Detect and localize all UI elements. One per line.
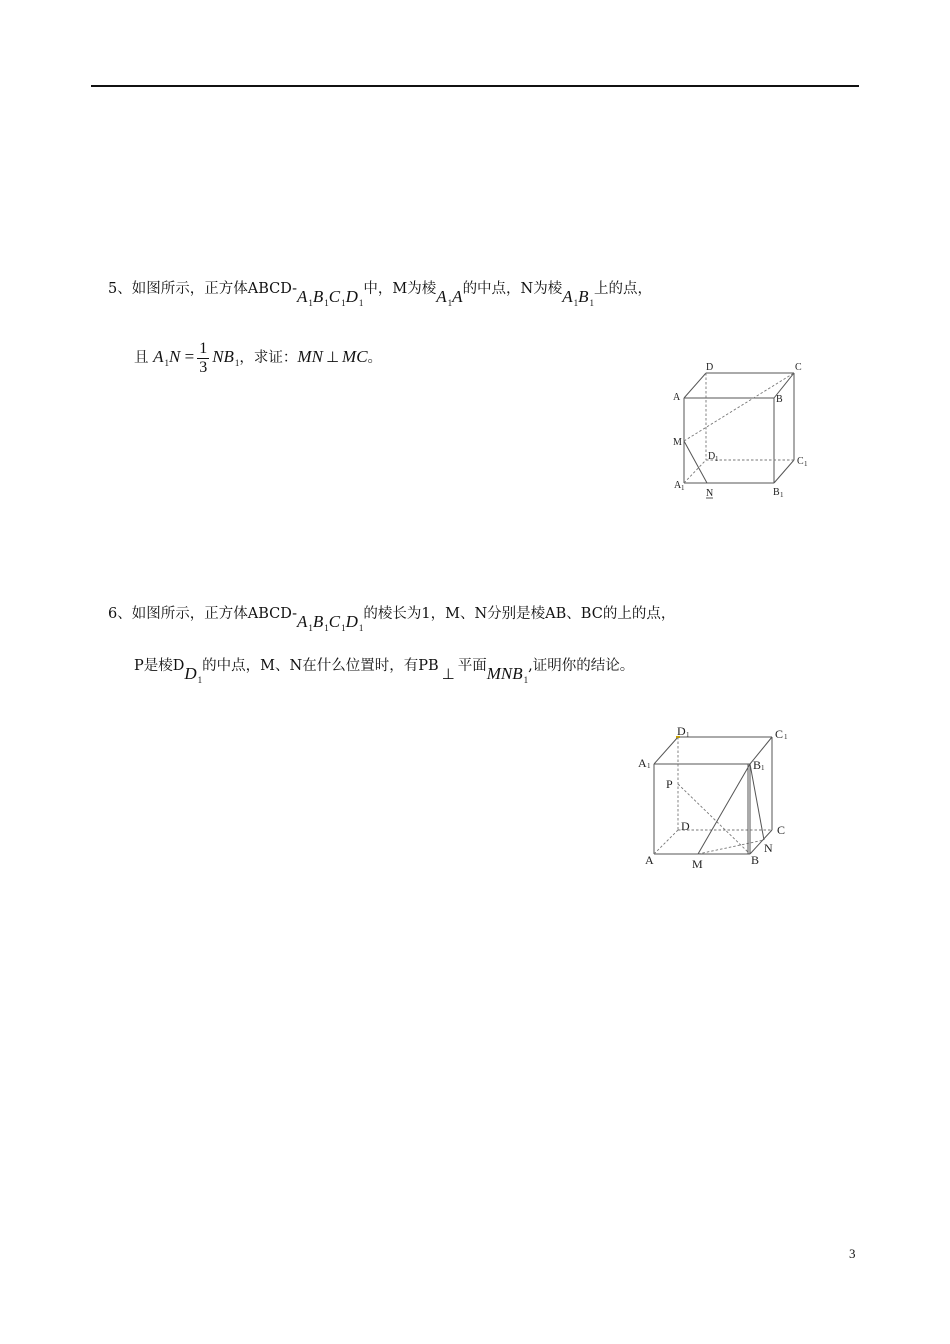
label-d1: D — [708, 451, 716, 462]
svg-text:1: 1 — [647, 762, 651, 770]
svg-text:1: 1 — [804, 460, 808, 468]
edge-ad — [684, 373, 706, 398]
cube-figure-6 — [632, 722, 802, 877]
math-a1b1: $A_1B_1$ — [562, 287, 595, 308]
math-a1a: $A_1A$ — [436, 287, 463, 308]
text: ,证明你的结论。 — [528, 658, 635, 674]
math-a1b1c1d1: $A_1B_1C_1D_1$ — [297, 287, 364, 308]
text: ，求证： — [239, 350, 298, 366]
text: 且 — [134, 350, 149, 366]
label-d: D — [706, 362, 714, 373]
svg-text:1: 1 — [715, 455, 719, 463]
label-a: A — [645, 853, 654, 867]
svg-text:1: 1 — [686, 731, 690, 739]
label-a1: A — [638, 756, 647, 770]
fraction-one-third: $\frac{1}{3}$ — [199, 339, 208, 376]
svg-text:1: 1 — [780, 491, 784, 499]
segment-mb1 — [698, 764, 750, 854]
label-a: A — [673, 392, 681, 403]
text: 的中点，N为棱 — [462, 281, 563, 297]
text: 的棱长为1，M、N分别是棱AB、BC的上的点， — [363, 606, 676, 622]
label-b: B — [776, 394, 783, 405]
segment-b1n — [750, 764, 764, 840]
perp-symbol: ⊥ — [441, 665, 455, 683]
cube-figure-5 — [664, 358, 824, 503]
text: 上的点， — [594, 281, 653, 297]
text: 中，M为棱 — [363, 281, 437, 297]
problem5-line1 — [108, 278, 653, 308]
text: P是棱D — [134, 658, 185, 674]
label-c: C — [795, 362, 802, 373]
math-equation: $A_1N$ = $\frac{1}{3}$ $NB_1$ — [153, 339, 240, 376]
svg-text:1: 1 — [784, 733, 788, 741]
math-mn-perp-mc: MN ⊥ MC — [297, 347, 368, 366]
edge-ad-hidden — [654, 830, 678, 854]
edge-a1d1-hidden — [684, 460, 706, 483]
page-number: 3 — [849, 1246, 856, 1261]
text: 的中点，M、N在什么位置时，有PB — [202, 658, 439, 674]
svg-text:1: 1 — [681, 484, 685, 492]
label-n: N — [764, 841, 773, 855]
label-p: P — [666, 777, 673, 791]
label-d: D — [681, 819, 690, 833]
math-a1b1c1d1: $A_1B_1C_1D_1$ — [297, 612, 364, 633]
text: 平面 — [457, 658, 487, 674]
text: 5、如图所示，正方体ABCD- — [108, 281, 298, 297]
label-c: C — [777, 823, 786, 837]
label-m: M — [692, 857, 703, 871]
segment-mc-hidden — [684, 373, 794, 441]
math-mnb1: $MNB_1$ — [486, 664, 529, 685]
label-b1: B — [773, 487, 780, 498]
label-b1: B — [753, 758, 762, 772]
label-c1: C — [775, 727, 784, 741]
text: 6、如图所示，正方体ABCD- — [108, 606, 298, 622]
label-n: N — [706, 488, 714, 499]
svg-text:1: 1 — [761, 764, 765, 772]
segment-mn-hidden — [698, 840, 764, 854]
math-d1: $D_1$ — [184, 664, 203, 685]
label-a1: A — [674, 480, 682, 491]
label-c1: C — [797, 456, 804, 467]
label-m: M — [673, 437, 682, 448]
edge-a1d1 — [654, 737, 678, 764]
text: 。 — [367, 350, 383, 366]
problem6-line1 — [108, 603, 676, 633]
problem6-line2 — [134, 655, 635, 685]
label-d1: D — [677, 724, 686, 738]
edge-b1c1 — [774, 460, 794, 483]
header-rule — [91, 85, 859, 87]
problem5-line2 — [134, 337, 382, 383]
label-b: B — [751, 853, 760, 867]
